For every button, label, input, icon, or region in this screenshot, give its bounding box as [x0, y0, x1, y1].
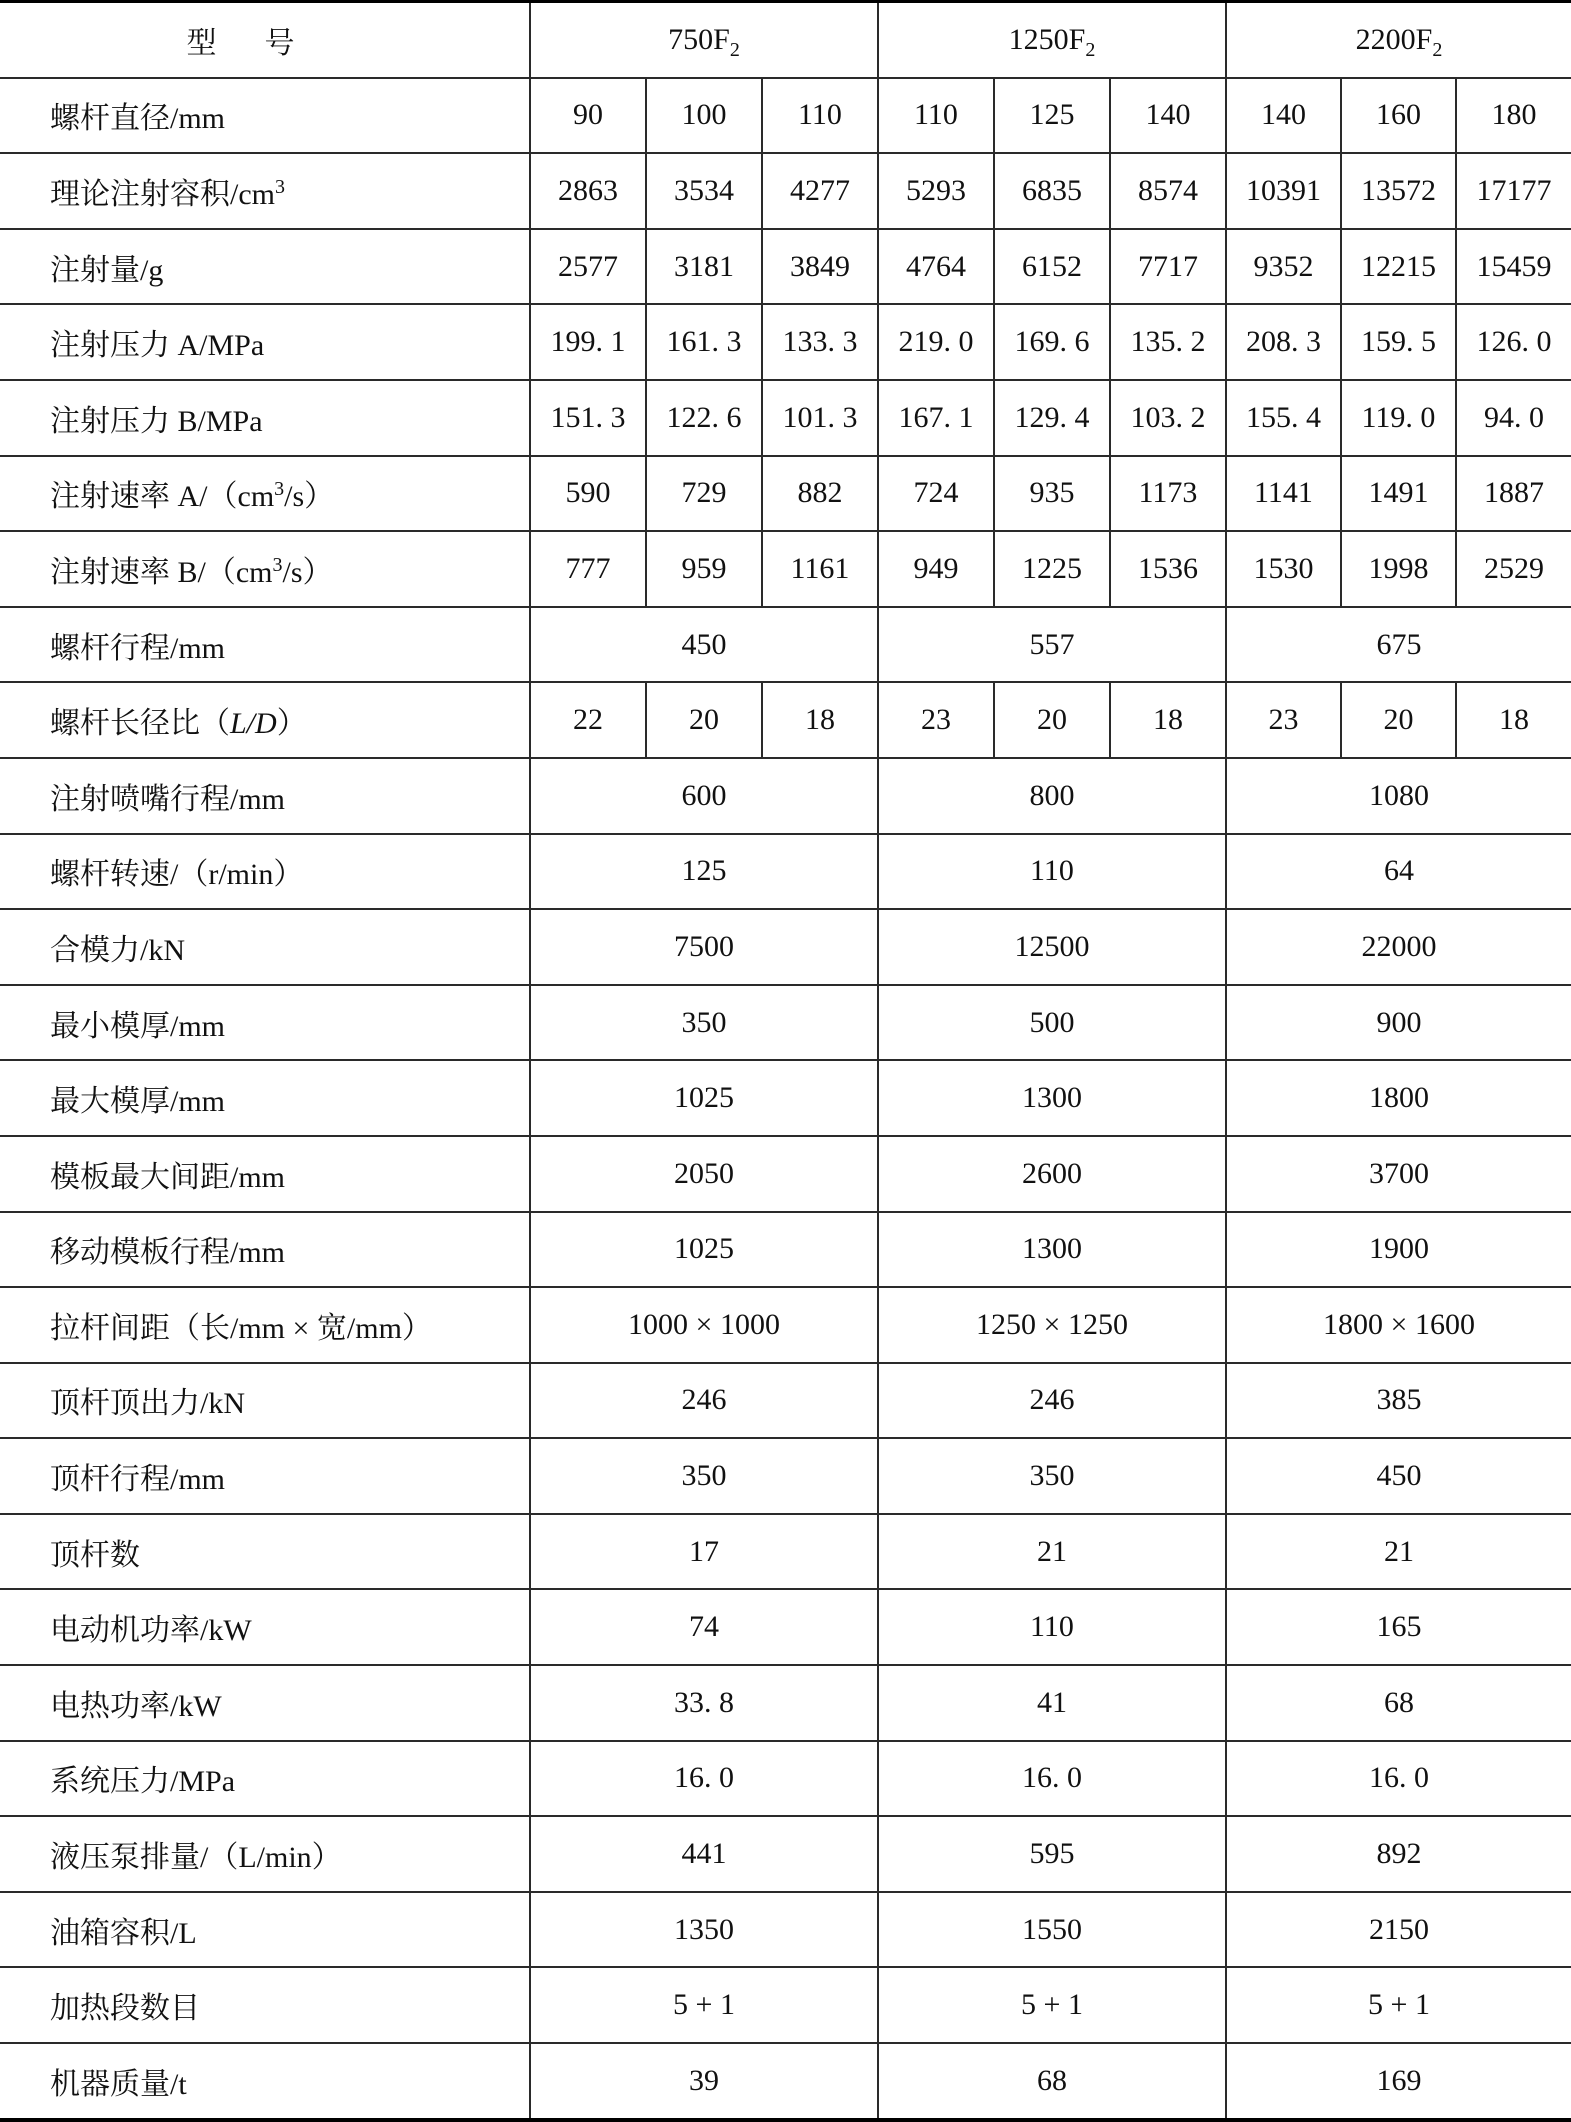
value-cell: 1800: [1226, 1060, 1571, 1136]
value-cell: 140: [1110, 78, 1226, 154]
row-label: 螺杆直径/mm: [50, 102, 226, 136]
table-row: [0, 1514, 1571, 1590]
header-label-suffix: 号: [264, 26, 343, 60]
value-cell: 219. 0: [878, 304, 994, 380]
value-cell: 892: [1226, 1816, 1571, 1892]
row-label: 顶杆行程/mm: [50, 1463, 226, 1497]
value-cell: 1998: [1341, 531, 1456, 607]
value-cell: 2600: [878, 1136, 1226, 1212]
value-cell: 350: [878, 1438, 1226, 1514]
row-label: 顶杆顶出力/kN: [50, 1387, 245, 1421]
row-label-cell: [0, 682, 530, 758]
row-label: 注射压力 A/MPa: [50, 329, 265, 363]
row-label-cell: [0, 1287, 530, 1363]
row-label: 电动机功率/kW: [50, 1614, 252, 1648]
table-row: [0, 1363, 1571, 1439]
value-cell: 6152: [994, 229, 1110, 305]
row-label-cell: [0, 1665, 530, 1741]
row-label-cell: [0, 1060, 530, 1136]
value-cell: 18: [762, 682, 878, 758]
table-row: [0, 229, 1571, 305]
value-cell: 103. 2: [1110, 380, 1226, 456]
row-label: 螺杆行程/mm: [50, 631, 226, 665]
value-cell: 595: [878, 1816, 1226, 1892]
value-cell: 246: [530, 1363, 878, 1439]
model-name: 2200F: [1355, 22, 1433, 56]
value-cell: 729: [646, 456, 762, 532]
row-label-cell: [0, 607, 530, 683]
row-label-cell: [0, 834, 530, 910]
value-cell: 199. 1: [530, 304, 646, 380]
row-label: 螺杆长径比（: [50, 707, 230, 741]
value-cell: 1080: [1226, 758, 1571, 834]
model-name: 750F: [668, 22, 730, 56]
value-cell: 155. 4: [1226, 380, 1341, 456]
row-label: 模板最大间距/mm: [50, 1160, 286, 1194]
table-row: [0, 380, 1571, 456]
value-cell: 3534: [646, 153, 762, 229]
value-cell: 90: [530, 78, 646, 154]
value-cell: 6835: [994, 153, 1110, 229]
table-row: [0, 909, 1571, 985]
value-cell: 2577: [530, 229, 646, 305]
value-cell: 20: [646, 682, 762, 758]
row-label: 拉杆间距（长/mm × 宽/mm）: [50, 1311, 432, 1345]
value-cell: 208. 3: [1226, 304, 1341, 380]
value-cell: 16. 0: [878, 1741, 1226, 1817]
row-label-cell: [0, 153, 530, 229]
value-cell: 125: [994, 78, 1110, 154]
value-cell: 557: [878, 607, 1226, 683]
value-cell: 1025: [530, 1060, 878, 1136]
row-label-cell: [0, 758, 530, 834]
row-label: 机器质量/t: [50, 2067, 187, 2101]
value-cell: 23: [878, 682, 994, 758]
value-cell: 23: [1226, 682, 1341, 758]
row-label-superscript: 3: [272, 553, 283, 576]
table-row: [0, 456, 1571, 532]
value-cell: 935: [994, 456, 1110, 532]
value-cell: 2529: [1456, 531, 1571, 607]
row-label-cell: [0, 909, 530, 985]
value-cell: 450: [530, 607, 878, 683]
table-row: [0, 1060, 1571, 1136]
value-cell: 882: [762, 456, 878, 532]
table-row: [0, 1589, 1571, 1665]
value-cell: 1141: [1226, 456, 1341, 532]
value-cell: 133. 3: [762, 304, 878, 380]
value-cell: 7500: [530, 909, 878, 985]
value-cell: 500: [878, 985, 1226, 1061]
value-cell: 724: [878, 456, 994, 532]
value-cell: 1550: [878, 1892, 1226, 1968]
value-cell: 1491: [1341, 456, 1456, 532]
value-cell: 161. 3: [646, 304, 762, 380]
value-cell: 7717: [1110, 229, 1226, 305]
value-cell: 101. 3: [762, 380, 878, 456]
value-cell: 68: [1226, 1665, 1571, 1741]
value-cell: 74: [530, 1589, 878, 1665]
row-label: 加热段数目: [50, 1992, 200, 2026]
value-cell: 68: [878, 2043, 1226, 2120]
value-cell: 2150: [1226, 1892, 1571, 1968]
value-cell: 4277: [762, 153, 878, 229]
row-label-cell: [0, 1816, 530, 1892]
row-label: 油箱容积/L: [50, 1916, 197, 1950]
row-label-cell: [0, 1741, 530, 1817]
row-label-cell: [0, 2043, 530, 2120]
row-label: 顶杆数: [50, 1538, 140, 1572]
value-cell: 800: [878, 758, 1226, 834]
value-cell: 12215: [1341, 229, 1456, 305]
row-label-cell: [0, 1363, 530, 1439]
table-row: [0, 607, 1571, 683]
row-label-tail: /s）: [284, 480, 335, 514]
value-cell: 169. 6: [994, 304, 1110, 380]
value-cell: 41: [878, 1665, 1226, 1741]
table-row: [0, 985, 1571, 1061]
value-cell: 1300: [878, 1060, 1226, 1136]
value-cell: 450: [1226, 1438, 1571, 1514]
row-label-cell: [0, 456, 530, 532]
value-cell: 675: [1226, 607, 1571, 683]
value-cell: 5293: [878, 153, 994, 229]
value-cell: 126. 0: [1456, 304, 1571, 380]
value-cell: 125: [530, 834, 878, 910]
row-label: 注射速率 B/（cm: [50, 555, 273, 589]
table-row: [0, 153, 1571, 229]
row-label-cell: [0, 1967, 530, 2043]
value-cell: 21: [1226, 1514, 1571, 1590]
value-cell: 441: [530, 1816, 878, 1892]
value-cell: 949: [878, 531, 994, 607]
row-label-tail: /s）: [282, 555, 333, 589]
row-label-italic: L/D: [230, 707, 277, 741]
value-cell: 777: [530, 531, 646, 607]
value-cell: 16. 0: [530, 1741, 878, 1817]
value-cell: 169: [1226, 2043, 1571, 2120]
row-label-cell: [0, 985, 530, 1061]
value-cell: 94. 0: [1456, 380, 1571, 456]
value-cell: 1225: [994, 531, 1110, 607]
value-cell: 12500: [878, 909, 1226, 985]
value-cell: 5 + 1: [1226, 1967, 1571, 2043]
table-row: [0, 1136, 1571, 1212]
table-row: [0, 1212, 1571, 1288]
row-label-cell: [0, 229, 530, 305]
value-cell: 140: [1226, 78, 1341, 154]
value-cell: 1250 × 1250: [878, 1287, 1226, 1363]
value-cell: 22000: [1226, 909, 1571, 985]
model-subscript: 2: [1432, 38, 1443, 61]
value-cell: 959: [646, 531, 762, 607]
row-label-cell: [0, 531, 530, 607]
value-cell: 159. 5: [1341, 304, 1456, 380]
value-cell: 110: [762, 78, 878, 154]
value-cell: 110: [878, 78, 994, 154]
row-label: 最大模厚/mm: [50, 1085, 226, 1119]
row-label: 移动模板行程/mm: [50, 1236, 286, 1270]
value-cell: 16. 0: [1226, 1741, 1571, 1817]
value-cell: 160: [1341, 78, 1456, 154]
value-cell: 350: [530, 1438, 878, 1514]
value-cell: 1800 × 1600: [1226, 1287, 1571, 1363]
value-cell: 100: [646, 78, 762, 154]
model-header-cell: [1226, 2, 1571, 78]
model-name: 1250F: [1008, 22, 1086, 56]
value-cell: 1173: [1110, 456, 1226, 532]
value-cell: 151. 3: [530, 380, 646, 456]
row-label: 注射喷嘴行程/mm: [50, 782, 286, 816]
row-label-cell: [0, 380, 530, 456]
value-cell: 20: [994, 682, 1110, 758]
value-cell: 4764: [878, 229, 994, 305]
row-label: 注射速率 A/（cm: [50, 480, 275, 514]
row-label-cell: [0, 1514, 530, 1590]
value-cell: 600: [530, 758, 878, 834]
row-label-cell: [0, 1892, 530, 1968]
value-cell: 110: [878, 834, 1226, 910]
value-cell: 64: [1226, 834, 1571, 910]
value-cell: 5 + 1: [878, 1967, 1226, 2043]
value-cell: 15459: [1456, 229, 1571, 305]
value-cell: 17177: [1456, 153, 1571, 229]
value-cell: 3849: [762, 229, 878, 305]
row-label: 注射压力 B/MPa: [50, 404, 263, 438]
row-label-cell: [0, 1212, 530, 1288]
row-label-cell: [0, 1589, 530, 1665]
value-cell: 13572: [1341, 153, 1456, 229]
value-cell: 129. 4: [994, 380, 1110, 456]
value-cell: 3700: [1226, 1136, 1571, 1212]
value-cell: 1350: [530, 1892, 878, 1968]
row-label: 理论注射容积/cm: [50, 177, 275, 211]
value-cell: 350: [530, 985, 878, 1061]
table-row: [0, 1967, 1571, 2043]
row-label-cell: [0, 304, 530, 380]
value-cell: 9352: [1226, 229, 1341, 305]
header-label-cell: [0, 2, 530, 78]
table-body: [0, 2, 1571, 2120]
row-label: 电热功率/kW: [50, 1689, 222, 1723]
value-cell: 246: [878, 1363, 1226, 1439]
table-row: [0, 1892, 1571, 1968]
value-cell: 17: [530, 1514, 878, 1590]
value-cell: 22: [530, 682, 646, 758]
row-label-superscript: 3: [275, 175, 285, 198]
model-header-cell: [530, 2, 878, 78]
table-row: [0, 2043, 1571, 2120]
value-cell: 135. 2: [1110, 304, 1226, 380]
value-cell: 5 + 1: [530, 1967, 878, 2043]
value-cell: 10391: [1226, 153, 1341, 229]
model-header-cell: [878, 2, 1226, 78]
value-cell: 1300: [878, 1212, 1226, 1288]
value-cell: 20: [1341, 682, 1456, 758]
value-cell: 18: [1456, 682, 1571, 758]
value-cell: 900: [1226, 985, 1571, 1061]
row-label: 液压泵排量/（L/min）: [50, 1841, 342, 1875]
row-label-cell: [0, 1136, 530, 1212]
table-row: [0, 1816, 1571, 1892]
value-cell: 590: [530, 456, 646, 532]
value-cell: 1000 × 1000: [530, 1287, 878, 1363]
model-subscript: 2: [1085, 38, 1096, 61]
value-cell: 122. 6: [646, 380, 762, 456]
table-row: [0, 78, 1571, 154]
value-cell: 165: [1226, 1589, 1571, 1665]
value-cell: 167. 1: [878, 380, 994, 456]
model-subscript: 2: [729, 38, 740, 61]
value-cell: 1887: [1456, 456, 1571, 532]
row-label-cell: [0, 1438, 530, 1514]
value-cell: 385: [1226, 1363, 1571, 1439]
table-row: [0, 682, 1571, 758]
value-cell: 21: [878, 1514, 1226, 1590]
value-cell: 8574: [1110, 153, 1226, 229]
table-row: [0, 531, 1571, 607]
row-label: 最小模厚/mm: [50, 1009, 226, 1043]
table-row: [0, 1287, 1571, 1363]
value-cell: 119. 0: [1341, 380, 1456, 456]
value-cell: 110: [878, 1589, 1226, 1665]
value-cell: 2863: [530, 153, 646, 229]
table-row: [0, 304, 1571, 380]
value-cell: 1530: [1226, 531, 1341, 607]
table-row: [0, 1741, 1571, 1817]
row-label: 系统压力/MPa: [50, 1765, 236, 1799]
header-row: [0, 2, 1571, 78]
table-row: [0, 758, 1571, 834]
value-cell: 2050: [530, 1136, 878, 1212]
row-label-superscript: 3: [274, 478, 285, 501]
value-cell: 3181: [646, 229, 762, 305]
row-label: 注射量/g: [50, 253, 164, 287]
header-label-prefix: 型: [186, 26, 265, 60]
value-cell: 180: [1456, 78, 1571, 154]
value-cell: 18: [1110, 682, 1226, 758]
value-cell: 1900: [1226, 1212, 1571, 1288]
value-cell: 1536: [1110, 531, 1226, 607]
row-label: 螺杆转速/（r/min）: [50, 858, 304, 892]
row-label: 合模力/kN: [50, 933, 185, 967]
value-cell: 1025: [530, 1212, 878, 1288]
value-cell: 1161: [762, 531, 878, 607]
row-label-cell: [0, 78, 530, 154]
table-row: [0, 834, 1571, 910]
value-cell: 39: [530, 2043, 878, 2120]
value-cell: 33. 8: [530, 1665, 878, 1741]
row-label-tail: ）: [276, 707, 307, 741]
table-row: [0, 1438, 1571, 1514]
table-row: [0, 1665, 1571, 1741]
